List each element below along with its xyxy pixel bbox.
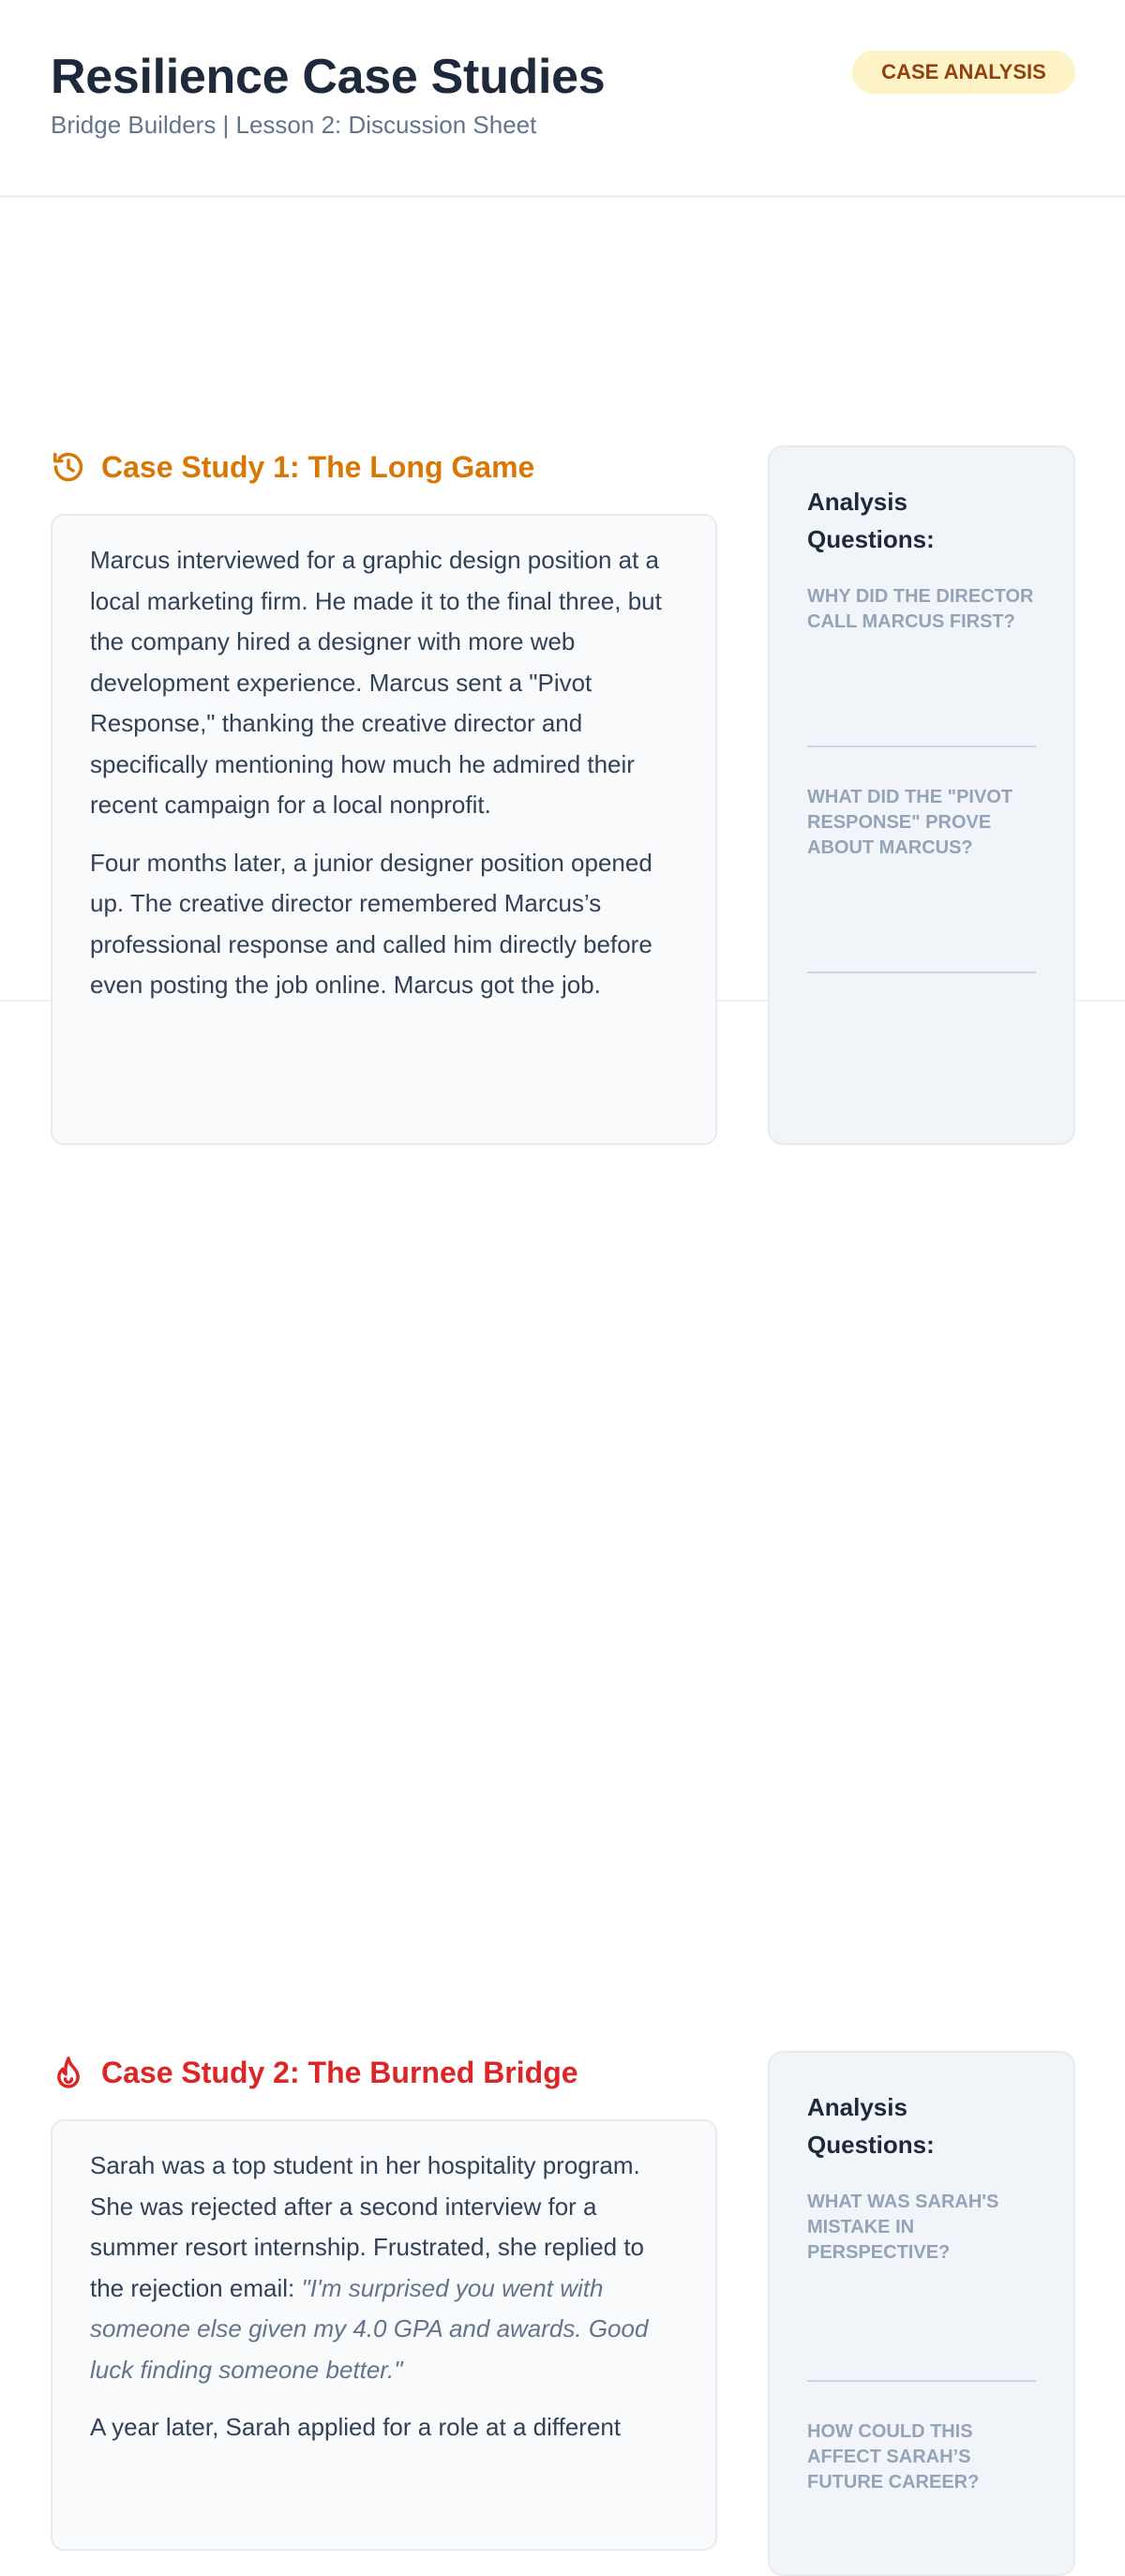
page-title: Resilience Case Studies (51, 50, 606, 104)
case-study-2-title: Case Study 2: The Burned Bridge (101, 2055, 578, 2089)
analysis-question: WHAT DID THE "PIVOT RESPONSE" PROVE ABOUT MARCUS? (807, 787, 1013, 858)
history-icon (51, 449, 86, 485)
analysis-question: HOW COULD THIS AFFECT SARAH’S FUTURE CAREER? (807, 2421, 980, 2493)
answer-line[interactable] (807, 2266, 1036, 2382)
case-study-2-heading (51, 2052, 578, 2093)
analysis-question: WHY DID THE DIRECTOR CALL MARCUS FIRST? (807, 586, 1034, 632)
case-study-2-story (51, 2119, 717, 2551)
story-paragraph (90, 2146, 678, 2390)
story-paragraph: A year later, Sarah applied for a role at a different (90, 2413, 622, 2441)
case-study-1-title: Case Study 1: The Long Game (101, 449, 535, 484)
story-paragraph: Four months later, a junior designer position opened up. The creative director remembered Marcus’s professional response and called him directly before even posting the job online. Marcus got the job. (90, 848, 652, 999)
case-analysis-badge: CASE ANALYSIS (852, 51, 1075, 94)
case-study-1-heading (51, 446, 534, 488)
flame-icon (51, 2055, 86, 2090)
answer-line[interactable] (807, 861, 1036, 973)
story-paragraph: Marcus interviewed for a graphic design position at a local marketing firm. He made it to the final three, but the company hired a designer with more web development experience. Marcus sent a "Pivot Response," thanking the creative director and specifically mentioning how much he admired their recent campaign for a local nonprofit. (90, 546, 662, 819)
page-subtitle: Bridge Builders | Lesson 2: Discussion Sheet (51, 111, 537, 139)
analysis-questions-panel (768, 2051, 1075, 2576)
analysis-questions-title: Analysis Questions: (807, 488, 935, 553)
case-study-2 (0, 1002, 1125, 2493)
case-study-1 (0, 198, 1125, 1002)
story-text: Sarah was a top student in her hospitality program. She was rejected after a second interview for a summer resort internship. Frustrated, she replied to the rejection email: (90, 2151, 645, 2302)
analysis-question: WHAT WAS SARAH'S MISTAKE IN PERSPECTIVE? (807, 2192, 999, 2263)
answer-line[interactable] (807, 635, 1036, 747)
page-header (0, 0, 1125, 198)
rejection-reply-quote: "I'm surprised you went with someone else given my 4.0 GPA and awards. Good luck finding someone better." (90, 2273, 649, 2384)
analysis-questions-title: Analysis Questions: (807, 2093, 935, 2159)
